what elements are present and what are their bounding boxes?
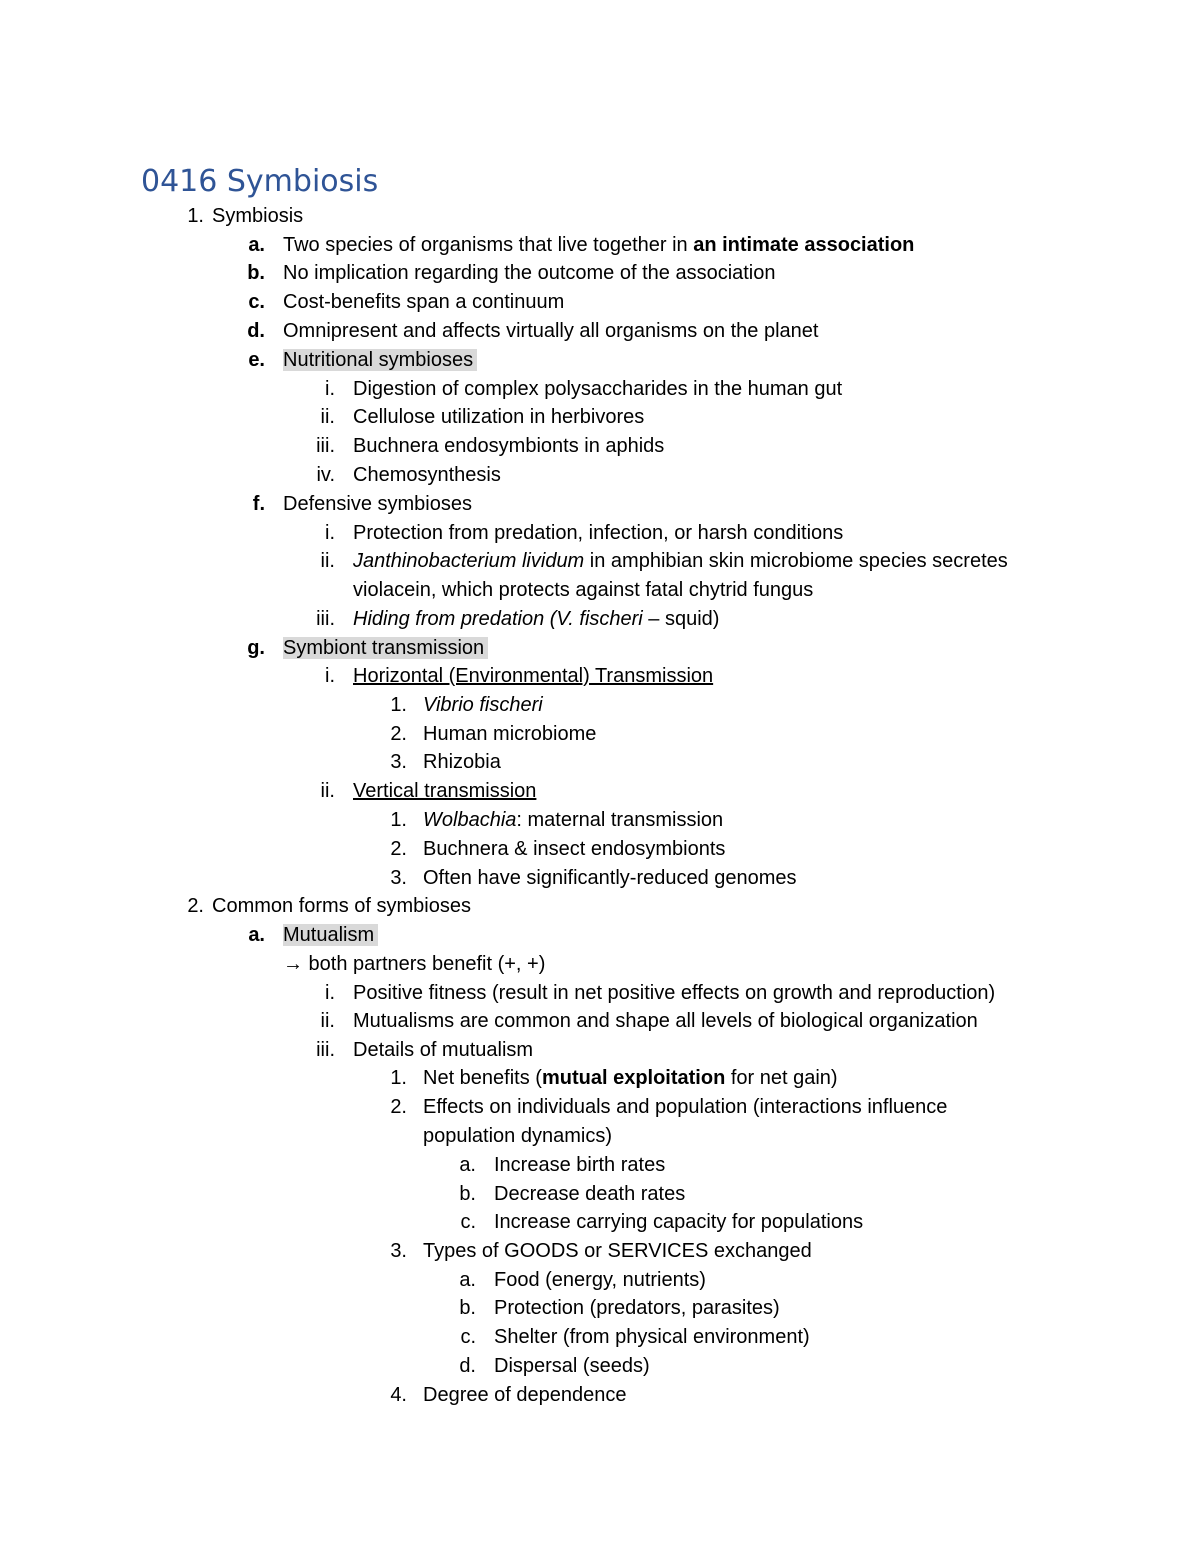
list-item-text: Common forms of symbioses xyxy=(212,895,471,917)
list-item xyxy=(459,1266,706,1295)
list-marker: 3. xyxy=(390,867,407,889)
list-item-text: Digestion of complex polysaccharides in the human gut xyxy=(353,378,843,400)
list-marker: c. xyxy=(248,291,265,313)
list-item xyxy=(459,1294,780,1323)
list-item-text: : maternal transmission xyxy=(516,809,724,831)
list-item xyxy=(320,777,537,806)
list-item xyxy=(248,231,915,260)
list-item xyxy=(390,1381,627,1410)
list-item-text: Omnipresent and affects virtually all organisms on the planet xyxy=(283,320,819,342)
list-item-text: both partners benefit (+, +) xyxy=(303,953,546,975)
list-item-text: Often have significantly-reduced genomes xyxy=(423,867,797,889)
list-item-text: Food (energy, nutrients) xyxy=(494,1269,706,1291)
list-item xyxy=(316,605,720,634)
list-item xyxy=(390,835,726,864)
list-marker: a. xyxy=(248,924,265,946)
list-item xyxy=(320,1007,978,1036)
list-item-text: Positive fitness (result in net positive effects on growth and reproduction) xyxy=(353,982,996,1004)
arrow-note xyxy=(283,950,545,979)
list-marker: ii. xyxy=(320,406,335,428)
list-marker: 4. xyxy=(390,1384,407,1406)
list-item xyxy=(325,519,844,548)
underlined-heading: Vertical transmission xyxy=(353,780,537,802)
list-item-text: Buchnera & insect endosymbionts xyxy=(423,838,726,860)
list-marker: i. xyxy=(325,522,335,544)
list-marker: i. xyxy=(325,982,335,1004)
list-item xyxy=(316,1036,534,1065)
list-marker: 2. xyxy=(390,723,407,745)
list-marker: 1. xyxy=(390,1067,407,1089)
list-item xyxy=(390,1093,948,1122)
list-item xyxy=(187,202,304,231)
list-item-text: Buchnera endosymbionts in aphids xyxy=(353,435,665,457)
list-marker: i. xyxy=(325,665,335,687)
list-item-text: Net benefits ( xyxy=(423,1067,542,1089)
list-item xyxy=(325,662,714,691)
list-marker: 2. xyxy=(390,838,407,860)
list-item xyxy=(316,432,665,461)
list-marker: iii. xyxy=(316,608,335,630)
list-item xyxy=(248,346,477,375)
list-item xyxy=(390,691,543,720)
list-marker: b. xyxy=(247,262,265,284)
list-marker: ii. xyxy=(320,1010,335,1032)
list-marker: 3. xyxy=(390,751,407,773)
list-item-text: Cellulose utilization in herbivores xyxy=(353,406,645,428)
list-item xyxy=(459,1180,686,1209)
list-item-continuation xyxy=(353,576,813,605)
list-marker: iii. xyxy=(316,1039,335,1061)
list-item xyxy=(390,806,724,835)
list-marker: a. xyxy=(459,1154,476,1176)
list-marker: iii. xyxy=(316,435,335,457)
list-item xyxy=(390,1237,812,1266)
list-item-text: Degree of dependence xyxy=(423,1384,627,1406)
list-item xyxy=(247,317,819,346)
right-arrow-icon: → xyxy=(283,953,303,975)
list-item-text: Human microbiome xyxy=(423,723,597,745)
list-marker: i. xyxy=(325,378,335,400)
list-item xyxy=(460,1323,810,1352)
list-item xyxy=(248,921,378,950)
list-item-text: population dynamics) xyxy=(423,1125,612,1147)
list-item xyxy=(390,748,501,777)
species-name: Vibrio fischeri xyxy=(423,694,543,716)
list-marker: f. xyxy=(252,493,265,515)
bold-phrase: mutual exploitation xyxy=(541,1067,726,1089)
list-marker: d. xyxy=(459,1355,476,1377)
list-item-continuation xyxy=(423,1122,612,1151)
list-item xyxy=(460,1208,864,1237)
list-marker: a. xyxy=(248,234,265,256)
list-item xyxy=(247,634,488,663)
list-marker: 1. xyxy=(390,809,407,831)
list-item xyxy=(320,403,645,432)
list-item xyxy=(320,547,1008,576)
italic-phrase: Hiding from predation (V. fischeri xyxy=(353,608,643,630)
list-marker: 1. xyxy=(390,694,407,716)
list-marker: g. xyxy=(247,637,265,659)
list-item xyxy=(459,1151,666,1180)
list-item-text: Increase carrying capacity for populations xyxy=(494,1211,864,1233)
list-item xyxy=(325,979,996,1008)
list-item-text: Increase birth rates xyxy=(494,1154,666,1176)
list-item xyxy=(316,461,501,490)
list-marker: b. xyxy=(459,1297,476,1319)
list-item xyxy=(247,259,776,288)
list-item-text: Effects on individuals and population (interactions influence xyxy=(423,1096,948,1118)
list-item-text: Chemosynthesis xyxy=(353,464,501,486)
list-marker: ii. xyxy=(320,550,335,572)
bold-phrase: an intimate association xyxy=(693,234,915,256)
list-marker: 3. xyxy=(390,1240,407,1262)
species-name: Wolbachia xyxy=(423,809,517,831)
list-item xyxy=(325,375,843,404)
list-marker: c. xyxy=(460,1326,476,1348)
underlined-heading: Horizontal (Environmental) Transmission xyxy=(353,665,714,687)
list-item xyxy=(390,720,597,749)
list-item-text: Decrease death rates xyxy=(494,1183,686,1205)
list-item xyxy=(390,864,797,893)
highlighted-heading: Nutritional symbioses xyxy=(283,349,477,371)
list-item-text: Symbiosis xyxy=(212,205,304,227)
list-marker: iv. xyxy=(316,464,335,486)
list-item xyxy=(459,1352,650,1381)
list-item xyxy=(248,288,565,317)
list-item-text: violacein, which protects against fatal chytrid fungus xyxy=(353,579,814,601)
list-marker: a. xyxy=(459,1269,476,1291)
list-item-text: No implication regarding the outcome of the association xyxy=(283,262,776,284)
list-item-text: Shelter (from physical environment) xyxy=(494,1326,810,1348)
list-item-text: in amphibian skin microbiome species secretes xyxy=(584,550,1008,572)
list-item-text: for net gain) xyxy=(725,1067,838,1089)
list-item-text: – squid) xyxy=(642,608,720,630)
list-item-text: Protection from predation, infection, or harsh conditions xyxy=(353,522,844,544)
list-item xyxy=(390,1064,838,1093)
list-item-text: Types of GOODS or SERVICES exchanged xyxy=(423,1240,812,1262)
list-marker: c. xyxy=(460,1211,476,1233)
list-item-text: Defensive symbioses xyxy=(283,493,472,515)
highlighted-heading: Mutualism xyxy=(283,924,378,946)
list-item-text: Protection (predators, parasites) xyxy=(494,1297,780,1319)
list-marker: 2. xyxy=(187,895,204,917)
list-marker: d. xyxy=(247,320,265,342)
list-marker: 1. xyxy=(187,205,204,227)
list-item-text: Details of mutualism xyxy=(353,1039,534,1061)
list-item-text: Two species of organisms that live together in xyxy=(283,234,694,256)
species-name: Janthinobacterium lividum xyxy=(353,550,585,572)
list-item-text: Rhizobia xyxy=(423,751,501,773)
list-marker: b. xyxy=(459,1183,476,1205)
list-marker: 2. xyxy=(390,1096,407,1118)
list-item-text: Mutualisms are common and shape all levels of biological organization xyxy=(353,1010,978,1032)
list-item-text: Cost-benefits span a continuum xyxy=(283,291,565,313)
list-item xyxy=(252,490,472,519)
list-item-text: Dispersal (seeds) xyxy=(494,1355,650,1377)
document-title: 0416 Symbiosis xyxy=(141,164,379,199)
list-marker: ii. xyxy=(320,780,335,802)
list-marker: e. xyxy=(248,349,265,371)
list-item xyxy=(187,892,471,921)
highlighted-heading: Symbiont transmission xyxy=(283,637,488,659)
